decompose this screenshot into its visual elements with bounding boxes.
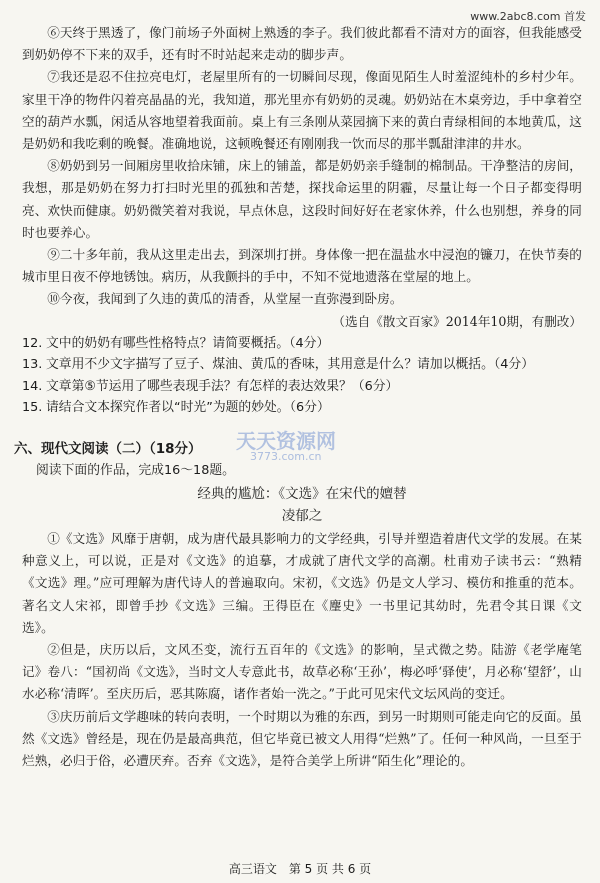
question-item <box>22 333 582 355</box>
article-paragraph: ③庆历前后文学趣味的转向表明，一个时期以为雅的东西，到另一时期则可能走向它的反面。虽然《文选》曾经是，现在仍是最高典范，但它毕竟已被文人用得“烂熟”了。任何一种风尚，一旦至于烂熟，必归于俗，必遭厌弃。否弃《文选》，是符合美学上所讲“陌生化”理论的。 <box>22 708 582 769</box>
page-footer: 高三语文 第 5 页 共 6 页 <box>228 862 372 876</box>
article-paragraph: ②但是，庆历以后，文风丕变，流行五百年的《文选》的影响，呈式微之势。陆游《老学庵笔记》卷八：“国初尚《文选》，当时文人专意此书，故草必称‘王孙’，梅必呼‘驿使’，月必称‘望舒’，山水必称‘清晖’。至庆历后，恶其陈腐，诸作者始一洗之。”于此可见宋代文坛风尚的变迁。 <box>22 642 582 702</box>
story-paragraph: ⑥天终于黑透了，像门前场子外面树上熟透的李子。我们彼此都看不清对方的面容，但我能感受到奶奶停不下来的双手，还有时不时站起来走动的脚步声。 <box>22 25 582 63</box>
question-item <box>22 376 582 398</box>
question-text: 文章第⑤节运用了哪些表现手法？有怎样的表达效果？（6分） <box>46 378 399 394</box>
watermark-mid-url: 3773.com.cn <box>250 450 322 463</box>
story-paragraph: ⑧奶奶到另一间厢房里收拾床铺，床上的铺盖，都是奶奶亲手缝制的棉制品。干净整洁的房间，我想，那是奶奶在努力打扫时光里的孤独和苦楚，探找命运里的阴霾，尽量让每一个日子都变得明亮、欢快而健康。奶奶微笑着对我说，早点休息，这段时间好好在老家休养，什么也别想，养身的同时也要养心。 <box>22 158 582 240</box>
story-paragraph: ⑩今夜，我闻到了久违的黄瓜的清香，从堂屋一直弥漫到卧房。 <box>47 291 403 307</box>
story-paragraph: ⑨二十多年前，我从这里走出去，到深圳打拼。身体像一把在温盐水中浸泡的镰刀，在快节奏的城市里日夜不停地锈蚀。病历，从我颤抖的手中，不知不觉地遗落在堂屋的地上。 <box>22 247 582 285</box>
question-item <box>22 354 582 376</box>
article-paragraph: ①《文选》风靡于唐朝，成为唐代最具影响力的文学经典，引导并塑造着唐代文学的发展。在某种意义上，可以说，正是对《文选》的追摹，才成就了唐代文学的高潮。杜甫劝子读书云：“熟精《文选》理。”应可理解为唐代诗人的普遍取向。宋初，《文选》仍是文人学习、模仿和推重的范本。著名文人宋祁，即曾手抄《文选》三编。王得臣在《麈史》一书里记其幼时，先君令其日课《文选》。 <box>22 531 582 635</box>
question-number: 15. <box>22 400 43 416</box>
question-text: 文章用不少文字描写了豆子、煤油、黄瓜的香味，其用意是什么？请加以概括。（4分） <box>46 357 535 373</box>
source-citation: （选自《散文百家》2014年10期，有删改） <box>332 313 582 329</box>
question-number: 14. <box>22 378 43 394</box>
watermark-mid: 天天资源网 <box>236 429 336 453</box>
story-paragraph: ⑦我还是忍不住拉亮电灯，老屋里所有的一切瞬间尽现，像面见陌生人时羞涩纯朴的乡村少年。家里干净的物件闪着亮晶晶的光，我知道，那光里亦有奶奶的灵魂。奶奶站在木桌旁边，手中拿着空空的葫芦水瓢，闲适从容地望着我面前。桌上有三条刚从菜园摘下来的黄白青绿相间的本地黄瓜，这是奶奶和我吃剩的晚餐。准确地说，这顿晚餐还有刚刚我一饮而尽的那半瓢甜津津的井水。 <box>22 69 582 152</box>
question-text: 文中的奶奶有哪些性格特点？请简要概括。（4分） <box>46 335 330 351</box>
question-item <box>22 397 582 419</box>
article-title: 经典的尴尬：《文选》在宋代的嬗替 <box>197 486 407 503</box>
question-number: 12. <box>22 335 43 351</box>
section-heading: 六、现代文阅读（二）（18分） <box>14 441 202 458</box>
question-number: 13. <box>22 357 43 373</box>
question-text: 请结合文本探究作者以“时光”为题的妙处。（6分） <box>46 400 330 416</box>
watermark-top: www.2abc8.com 首发 <box>470 10 586 23</box>
question-list <box>22 333 582 419</box>
article-author: 凌郁之 <box>281 508 323 525</box>
section-instruction: 阅读下面的作品，完成16～18题。 <box>36 463 235 479</box>
exam-page <box>14 22 582 772</box>
